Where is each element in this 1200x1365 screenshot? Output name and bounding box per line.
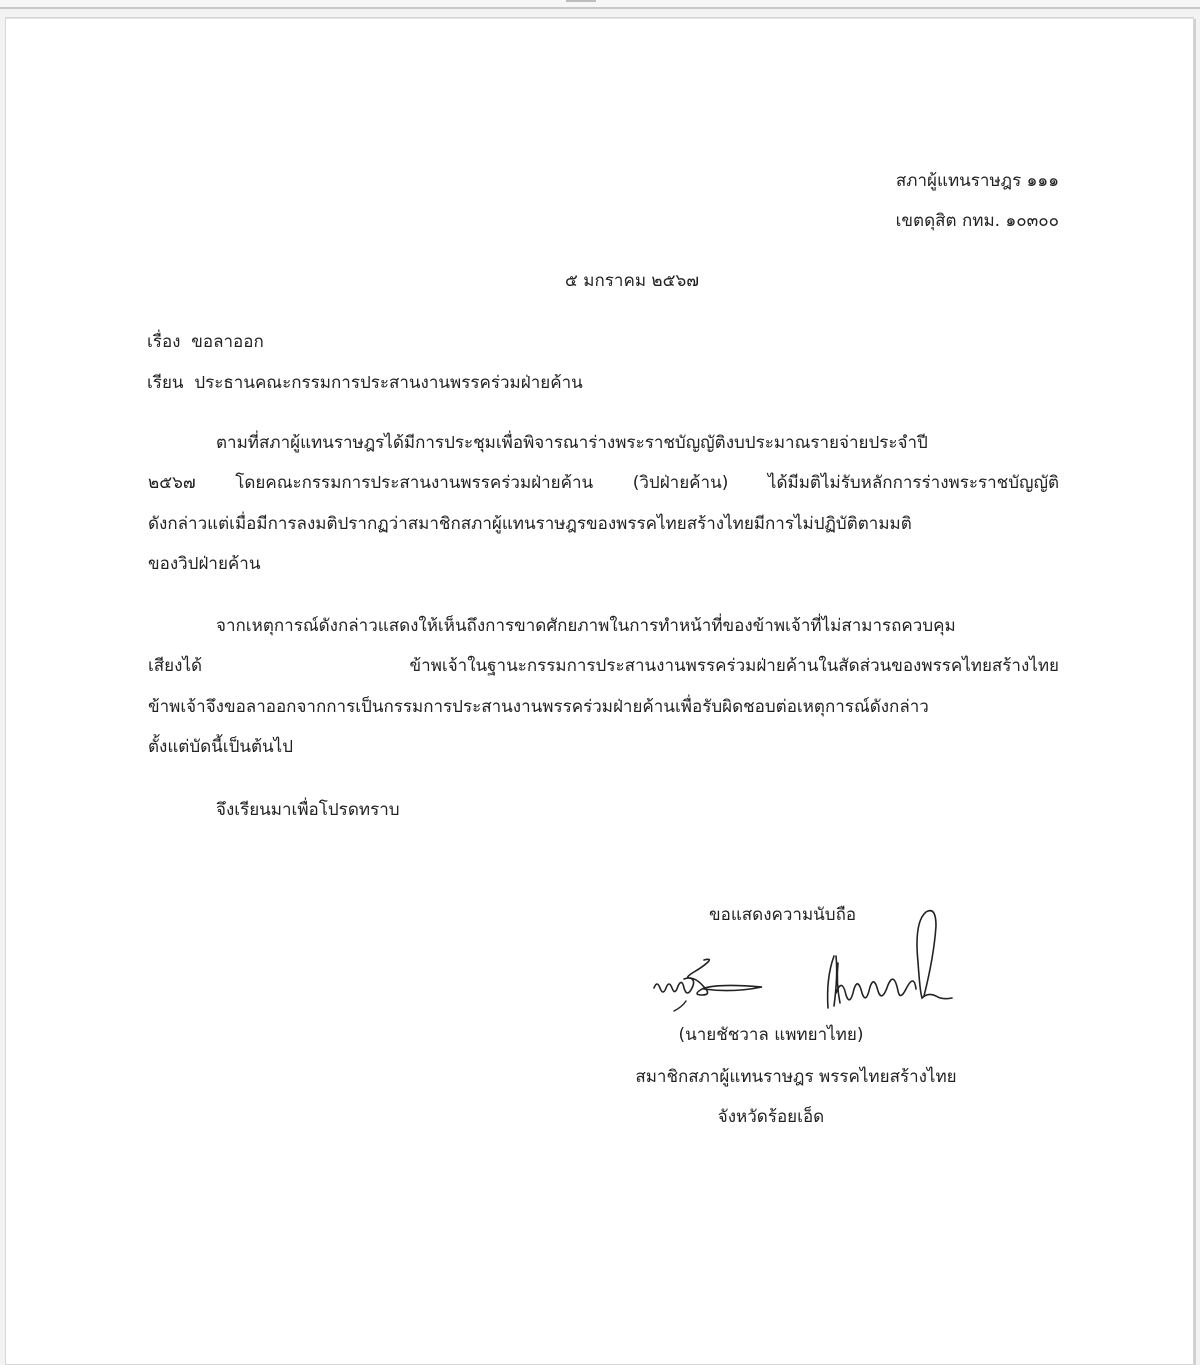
viewer-drag-handle[interactable] <box>566 0 596 2</box>
recipient-line <box>147 372 583 394</box>
paragraph-2-line-2: เสียงได้ ข้าพเจ้าในฐานะกรรมการประสานงานพรรคร่วมฝ่ายค้านในสัดส่วนของพรรคไทยสร้างไทย <box>148 656 1059 676</box>
paragraph-1-line-4: ของวิปฝ่ายค้าน <box>148 554 261 574</box>
recipient-value: ประธานคณะกรรมการประสานงานพรรคร่วมฝ่ายค้าน <box>194 373 583 393</box>
paragraph-2-line-4: ตั้งแต่บัดนี้เป็นต้นไป <box>148 737 294 757</box>
viewer-top-bar <box>0 0 1200 9</box>
closing-statement: จึงเรียนมาเพื่อโปรดทราบ <box>216 800 400 820</box>
signer-province: จังหวัดร้อยเอ็ด <box>717 1107 825 1127</box>
sender-address-line-2: เขตดุสิต กทม. ๑๐๓๐๐ <box>895 211 1059 231</box>
paragraph-2-line-3: ข้าพเจ้าจึงขอลาออกจากการเป็นกรรมการประสานงานพรรคร่วมฝ่ายค้านเพื่อรับผิดชอบต่อเหตุการณ์ดังกล่าว <box>148 697 929 717</box>
subject-line <box>147 331 264 353</box>
letter-date: ๕ มกราคม ๒๕๖๗ <box>565 271 700 291</box>
subject-value: ขอลาออก <box>191 332 264 352</box>
recipient-label: เรียน <box>147 373 184 393</box>
signer-name: (นายชัชวาล แพทยาไทย) <box>678 1025 864 1045</box>
subject-label: เรื่อง <box>147 332 181 352</box>
document-page <box>5 17 1194 1365</box>
paragraph-1-line-3: ดังกล่าวแต่เมื่อมีการลงมติปรากฏว่าสมาชิกสภาผู้แทนราษฎรของพรรคไทยสร้างไทยมีการไม่ปฏิบัติตามมติ <box>148 514 912 534</box>
paragraph-1-line-1: ตามที่สภาผู้แทนราษฎรได้มีการประชุมเพื่อพิจารณาร่างพระราชบัญญัติงบประมาณรายจ่ายประจำปี <box>216 433 928 453</box>
paragraph-2-line-1: จากเหตุการณ์ดังกล่าวแสดงให้เห็นถึงการขาดศักยภาพในการทำหน้าที่ของข้าพเจ้าที่ไม่สามารถควบคุม <box>216 616 956 636</box>
sender-address-line-1: สภาผู้แทนราษฎร ๑๑๑ <box>895 171 1059 191</box>
signature-left-icon <box>646 943 776 1013</box>
signature-right-icon <box>806 908 956 1013</box>
paragraph-1-line-2: ๒๕๖๗ โดยคณะกรรมการประสานงานพรรคร่วมฝ่ายค้าน (วิปฝ่ายค้าน) ได้มีมติไม่รับหลักการร่างพระราชบัญญัติ <box>148 473 1059 493</box>
sign-off: ขอแสดงความนับถือ <box>709 905 857 925</box>
signer-position: สมาชิกสภาผู้แทนราษฎร พรรคไทยสร้างไทย <box>635 1067 957 1087</box>
